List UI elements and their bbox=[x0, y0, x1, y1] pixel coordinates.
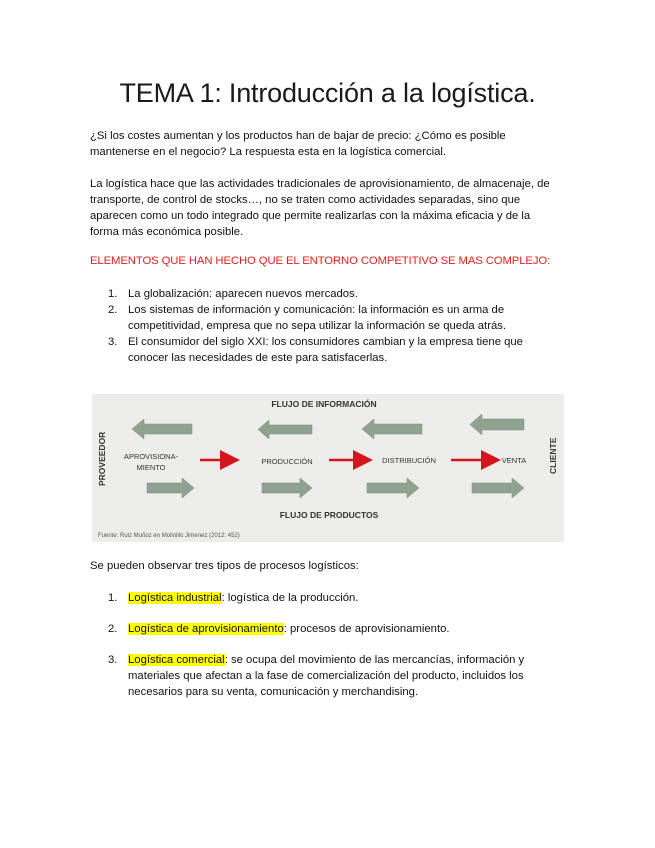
term-description: : logística de la producción. bbox=[221, 592, 359, 604]
term-description: : procesos de aprovisionamiento. bbox=[283, 623, 450, 635]
right-arrow-icon bbox=[147, 478, 194, 498]
stage-distribution: DISTRIBUCIÓN bbox=[382, 456, 436, 465]
right-arrow-icon bbox=[262, 478, 312, 498]
left-arrow-icon bbox=[470, 414, 524, 435]
stage-procurement-line1: APROVISIONA- bbox=[123, 452, 179, 461]
intro-paragraph: ¿Si los costes aumentan y los productos han de bajar de precio: ¿Cómo es posible mantenerse en el negocio? La respuesta esta en la logística comercial. bbox=[90, 130, 506, 158]
term-description: : se ocupa del movimiento de las mercancías, información y materiales que afectan a la fase de comercialización del producto, incluidos los necesarios para su venta, comunicación y merchandising. bbox=[128, 654, 525, 698]
right-arrow-icon bbox=[367, 478, 419, 498]
list-item bbox=[108, 621, 558, 637]
list-item-text: El consumidor del siglo XXI: los consumidores cambian y la empresa tiene que conocer las necesidades de este para satisfacerlas. bbox=[128, 336, 523, 364]
list-number: 3. bbox=[108, 336, 118, 348]
left-arrow-icon bbox=[132, 419, 192, 439]
list-number: 2. bbox=[108, 304, 118, 316]
stage-production: PRODUCCIÓN bbox=[261, 457, 313, 466]
list-item-text: Los sistemas de información y comunicación: la información es un arma de competitividad, empresa que no sepa utilizar la información se queda atrás. bbox=[128, 304, 507, 332]
supplier-label: PROVEEDOR bbox=[97, 431, 107, 486]
product-flow-arrows bbox=[147, 478, 524, 498]
list-item bbox=[108, 286, 558, 302]
list-number: 2. bbox=[108, 623, 118, 635]
list-item bbox=[108, 302, 558, 334]
flow-diagram-svg bbox=[92, 394, 564, 542]
list-number: 1. bbox=[108, 592, 118, 604]
list-item bbox=[108, 652, 558, 700]
diagram-source: Fuente: Ruiz Muñoz en Molinillo Jimenez (2012: 452) bbox=[98, 533, 240, 539]
left-arrow-icon bbox=[362, 419, 422, 439]
list-item bbox=[108, 334, 558, 366]
list-number: 3. bbox=[108, 654, 118, 666]
left-arrow-icon bbox=[258, 420, 312, 439]
list-number: 1. bbox=[108, 288, 118, 300]
logistics-flow-diagram bbox=[92, 394, 564, 542]
highlighted-term: Logística de aprovisionamiento bbox=[128, 623, 284, 635]
page-title: TEMA 1: Introducción a la logística. bbox=[119, 78, 536, 108]
elements-heading: ELEMENTOS QUE HAN HECHO QUE EL ENTORNO COMPETITIVO SE MAS COMPLEJO: bbox=[90, 255, 551, 267]
info-flow-arrows bbox=[132, 414, 524, 439]
client-label: CLIENTE bbox=[548, 437, 558, 474]
stage-procurement-line2: MIENTO bbox=[136, 463, 166, 472]
processes-list bbox=[108, 590, 558, 715]
highlighted-term: Logística comercial bbox=[128, 654, 225, 666]
info-flow-label: FLUJO DE INFORMACIÓN bbox=[271, 399, 377, 409]
stage-sales: VENTA bbox=[501, 456, 527, 465]
right-arrow-icon bbox=[472, 478, 524, 498]
definition-paragraph: La logística hace que las actividades tradicionales de aprovisionamiento, de almacenaje, de transporte, de control de stocks…, no se traten como actividades separadas, sino que aparecen como un todo integrado que permite realizarlas con la máxima eficacia y de la forma más económica posible. bbox=[90, 178, 550, 238]
product-flow-label: FLUJO DE PRODUCTOS bbox=[279, 510, 379, 520]
list-item bbox=[108, 590, 558, 606]
elements-list bbox=[108, 286, 558, 366]
list-item-text: La globalización: aparecen nuevos mercados. bbox=[128, 288, 358, 300]
highlighted-term: Logística industrial bbox=[128, 592, 222, 604]
process-intro: Se pueden observar tres tipos de procesos logísticos: bbox=[90, 560, 359, 572]
